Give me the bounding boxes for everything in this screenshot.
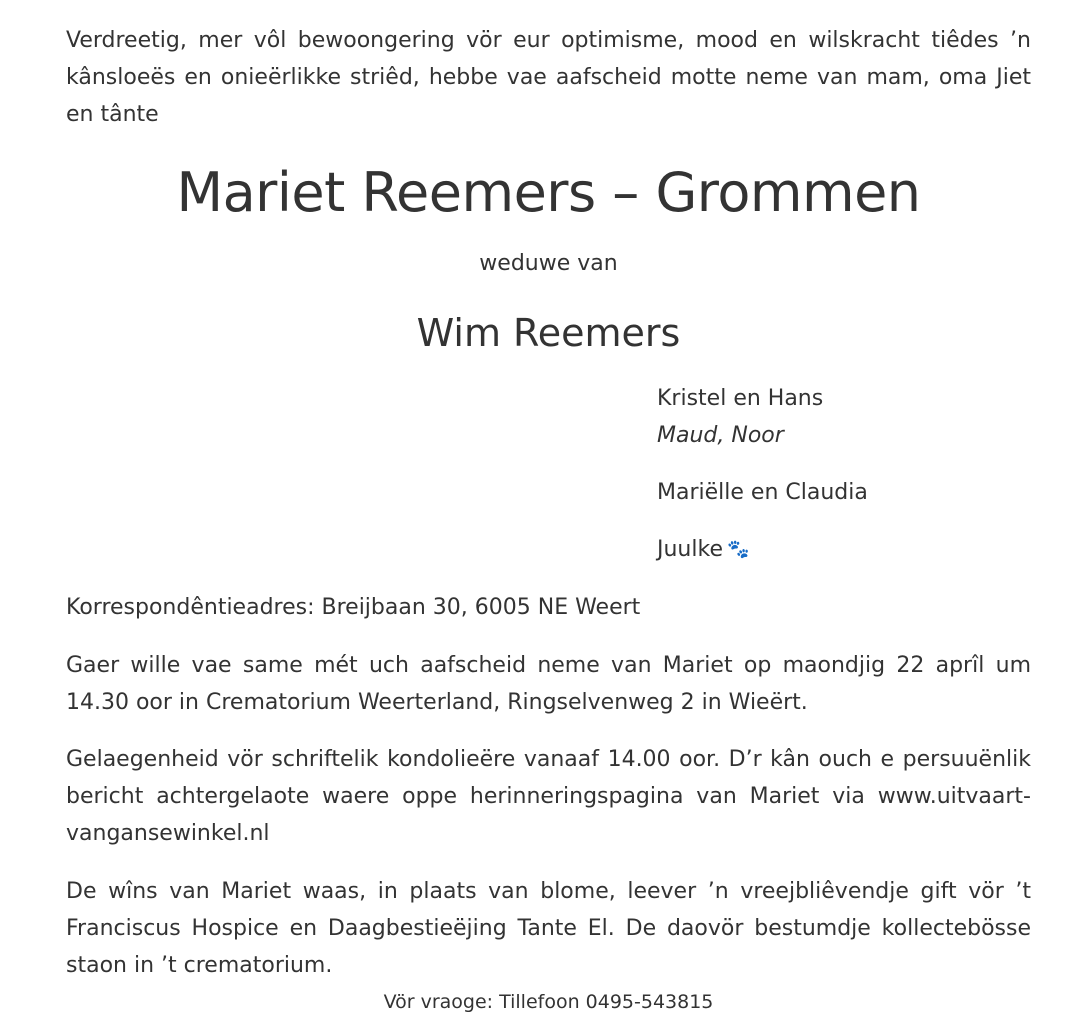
ceremony-paragraph: Gaer wille vae same mét uch aafscheid neme van Mariet op maondjig 22 aprîl um 14.30 oor in Crematorium Weerterland, Ringselvenweg 2 in Wieërt. <box>66 653 1031 715</box>
family-grandchildren-names: Maud, Noor <box>657 423 784 448</box>
family-children-names: Mariëlle en Claudia <box>657 480 868 505</box>
family-group-3 <box>657 531 1017 568</box>
contact-footer: Vör vraoge: Tillefoon 0495-543815 <box>383 991 714 1013</box>
family-children-names: Kristel en Hans <box>657 386 824 411</box>
family-pet-line <box>657 531 1017 568</box>
family-list <box>657 380 1017 588</box>
widow-of-label: weduwe van <box>479 251 618 276</box>
family-group-1 <box>657 380 1017 454</box>
intro-text: Verdreetig, mer vôl bewoongering vör eur optimisme, mood en wilskracht tiêdes ’n kânsloeës en onieërlikke striêd, hebbe vae aafscheid motte neme van mam, oma Jiet en tânte <box>66 28 1031 127</box>
deceased-name: Mariet Reemers – Grommen <box>176 161 921 224</box>
pet-name: Juulke <box>657 537 723 562</box>
family-group-2 <box>657 474 1017 511</box>
wish-paragraph: De wîns van Mariet waas, in plaats van blome, leever ’n vreejbliêvendje gift vör ’t Franciscus Hospice en Daagbestieëjing Tante El. De daovör bestumdje kollectebösse staon in ’t crematorium. <box>66 879 1031 978</box>
condolence-paragraph: Gelaegenheid vör schriftelik kondolieëre vanaaf 14.00 oor. D’r kân ouch e persuuënlik bericht achtergelaote waere oppe herinneringspagina van Mariet via www.uitvaart-vangansewinkel.nl <box>66 747 1031 846</box>
correspondence-address: Korrespondêntieadres: Breijbaan 30, 6005 NE Weert <box>66 595 641 620</box>
spouse-name: Wim Reemers <box>416 311 681 355</box>
paw-icon: 🐾 <box>726 539 750 560</box>
